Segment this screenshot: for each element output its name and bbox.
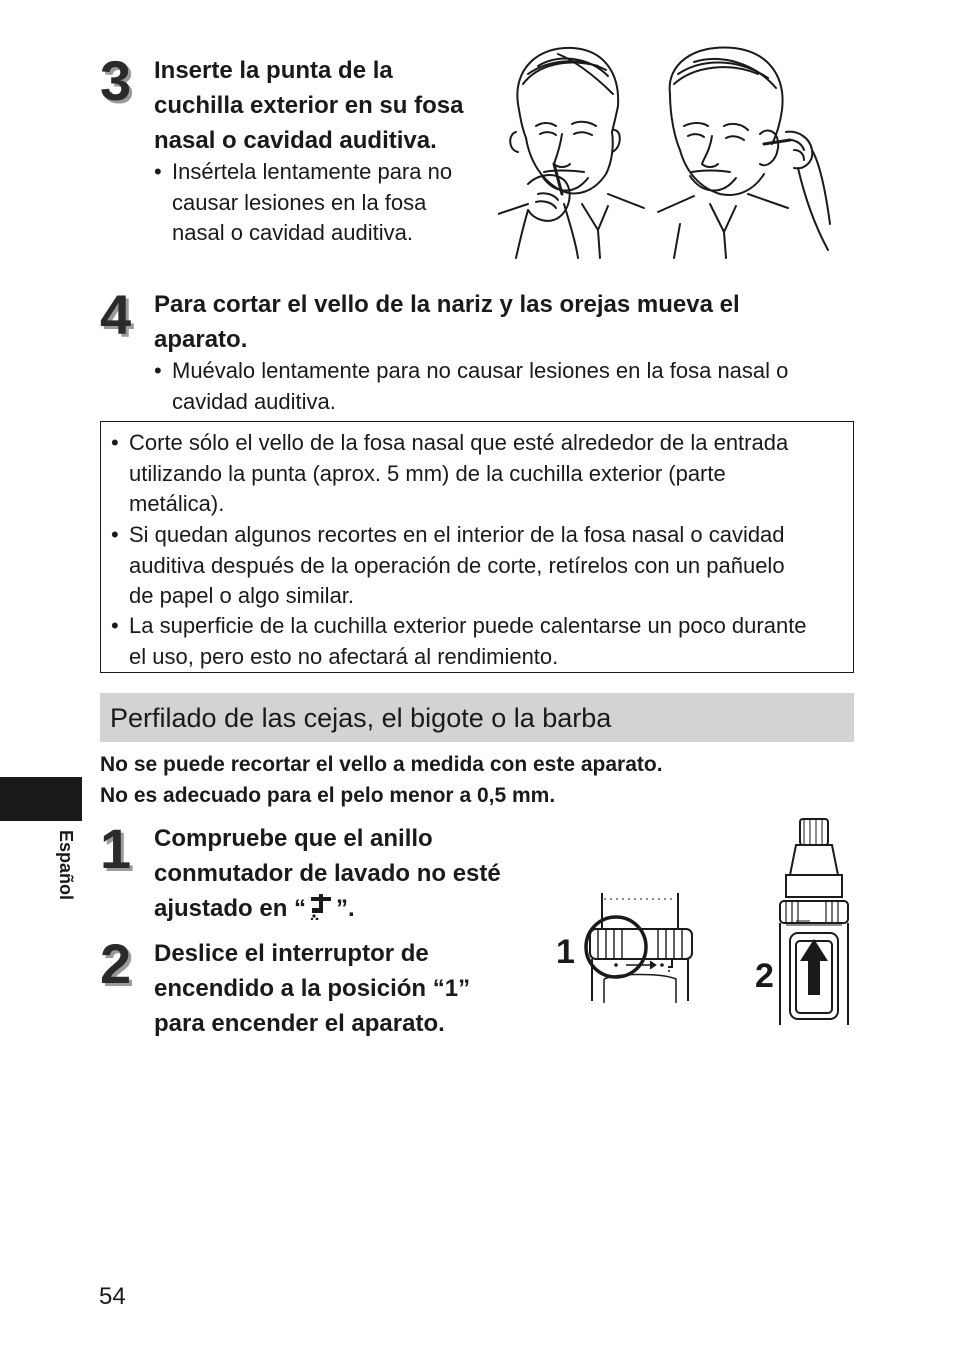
- note-1: [111, 428, 841, 520]
- step-3-bullet-line-3: nasal o cavidad auditiva.: [172, 220, 413, 245]
- language-label-container: [52, 830, 82, 925]
- face-ear-trimming: [658, 47, 830, 258]
- page-number: 54: [99, 1283, 126, 1310]
- wash-ring-illustration: [578, 893, 694, 1005]
- language-label: Español: [56, 830, 76, 901]
- step-3-line-1: Inserte la punta de la: [154, 57, 393, 84]
- figure-label-1: 1: [556, 933, 575, 971]
- note-2-line-3: de papel o algo similar.: [129, 583, 355, 608]
- bullet-dot: •: [154, 358, 162, 383]
- bullet-dot: •: [111, 613, 119, 638]
- step-4-line-2: aparato.: [154, 326, 248, 353]
- section-heading-bar: [100, 693, 854, 742]
- step-4-bullet-line-2: cavidad auditiva.: [172, 388, 336, 414]
- face-nose-trimming: [498, 48, 644, 258]
- bullet-dot: •: [154, 159, 162, 184]
- step-2-number: 2: [100, 932, 132, 995]
- note-2-line-2: auditiva después de la operación de corte, retírelos con un pañuelo: [129, 552, 785, 578]
- notes-box: [100, 421, 854, 673]
- step-1-line-1: Compruebe que el anillo: [154, 825, 433, 852]
- step-3-bullet-line-1: Insértela lentamente para no: [172, 159, 453, 184]
- step-3-bullet-line-2: causar lesiones en la fosa: [172, 189, 427, 215]
- step-1-line-3-text: ajustado en “: [154, 895, 307, 922]
- step-2-line-3: para encender el aparato.: [154, 1010, 445, 1037]
- section-heading: Perfilado de las cejas, el bigote o la barba: [110, 703, 612, 733]
- bullet-dot: •: [111, 430, 119, 455]
- step-2-line-2: encendido a la posición “1”: [154, 975, 471, 1002]
- trimmer-switch-illustration: [776, 815, 852, 1027]
- note-1-line-1: Corte sólo el vello de la fosa nasal que esté alrededor de la entrada: [129, 430, 789, 455]
- step-2-line-1: Deslice el interruptor de: [154, 940, 429, 967]
- step-1-line-3-end: ”.: [336, 895, 355, 922]
- step-3-bullet: [154, 157, 494, 249]
- warning-line-1: No se puede recortar el vello a medida con este aparato.: [100, 753, 663, 776]
- step-3-number: 3: [100, 49, 132, 112]
- note-2-line-1: Si quedan algunos recortes en el interior de la fosa nasal o cavidad: [129, 522, 785, 547]
- warning-line-2: No es adecuado para el pelo menor a 0,5 mm.: [100, 784, 556, 807]
- note-3-line-2: el uso, pero esto no afectará al rendimiento.: [129, 643, 559, 669]
- step-3-line-2: cuchilla exterior en su fosa: [154, 92, 464, 119]
- note-1-line-3: metálica).: [129, 491, 225, 516]
- step-4-bullet-line-1: Muévalo lentamente para no causar lesiones en la fosa nasal o: [172, 358, 789, 383]
- step-4-bullet: [154, 356, 854, 417]
- language-tab: [0, 777, 82, 821]
- step-4-line-1: Para cortar el vello de la nariz y las orejas mueva el: [154, 291, 740, 318]
- faucet-icon: [308, 894, 334, 920]
- bullet-dot: •: [111, 522, 119, 547]
- note-3: [111, 611, 841, 672]
- figure-label-2: 2: [755, 957, 774, 995]
- note-2: [111, 520, 841, 612]
- step-1-line-2: conmutador de lavado no esté: [154, 860, 501, 887]
- nose-ear-trimming-illustration: [498, 44, 838, 260]
- step-1-number: 1: [100, 817, 132, 880]
- step-1-line-3: [154, 891, 355, 926]
- note-3-line-1: La superficie de la cuchilla exterior puede calentarse un poco durante: [129, 613, 807, 638]
- step-3-line-3: nasal o cavidad auditiva.: [154, 127, 437, 154]
- step-4-number: 4: [100, 283, 132, 346]
- note-1-line-2: utilizando la punta (aprox. 5 mm) de la cuchilla exterior (parte: [129, 460, 726, 486]
